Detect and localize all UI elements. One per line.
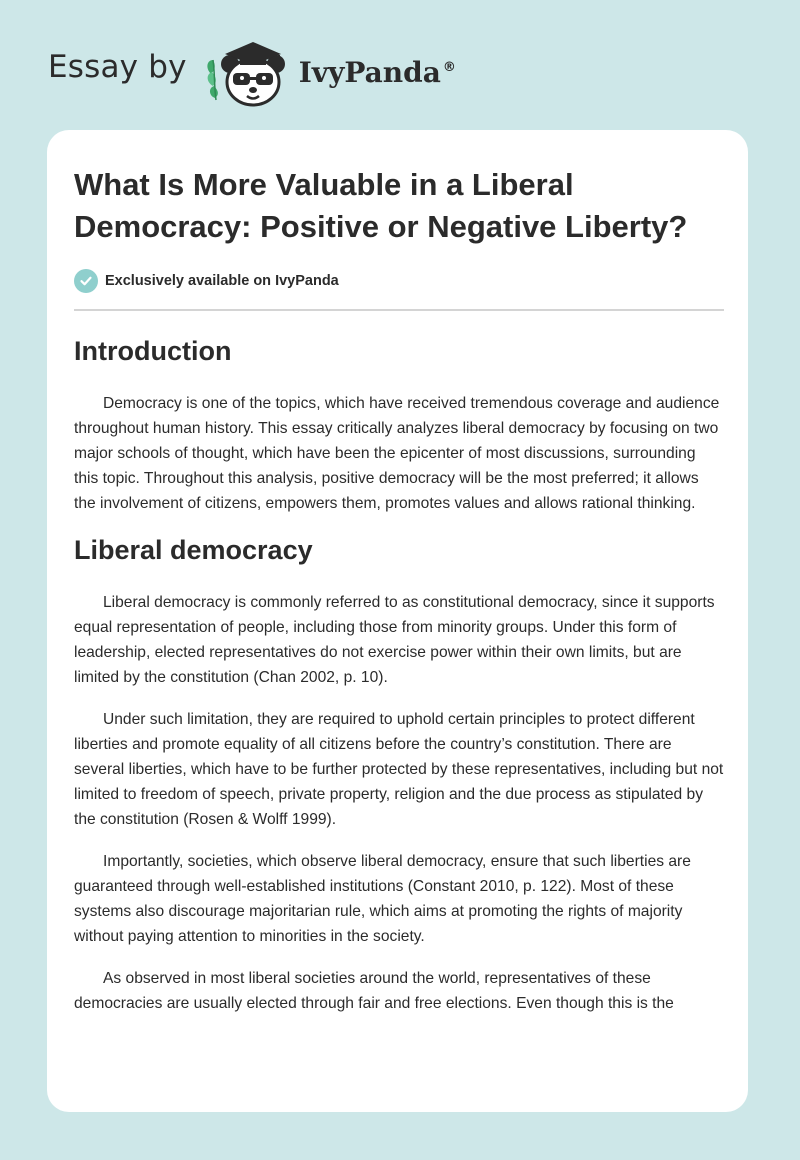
essay-title: What Is More Valuable in a Liberal Democracy: Positive or Negative Liberty? bbox=[74, 167, 688, 244]
brand-prefix: Essay by bbox=[48, 49, 187, 85]
panda-logo-icon[interactable] bbox=[203, 30, 295, 110]
essay-card bbox=[47, 130, 748, 1112]
paragraph: Democracy is one of the topics, which have received tremendous coverage and audience throughout human history. This essay critically analyzes liberal democracy by focusing on two major schools of thought, which have been the epicenter of most discussions, surrounding this topic. Throughout this analysis, positive democracy will be the most preferred; it allows the involvement of citizens, empowers them, promotes values and allows rational thinking. bbox=[74, 395, 720, 512]
registered-mark: ® bbox=[442, 60, 456, 76]
paragraph: Importantly, societies, which observe liberal democracy, ensure that such liberties are guaranteed through well-established institutions (Constant 2010, p. 122). Most of these systems also discourage majoritarian rule, which aims at promoting the rights of majority without paying attention to minorities in the society. bbox=[74, 853, 691, 945]
ivy-leaf-icon bbox=[207, 60, 218, 100]
essay-content bbox=[74, 130, 724, 1016]
paragraph: Liberal democracy is commonly referred to as constitutional democracy, since it supports equal representation of people, including those from minority groups. Under this form of leadership, elected representatives do not exercise power within their own limits, but are limited by the constitution (Chan 2002, p. 10). bbox=[74, 594, 715, 686]
paragraph: Under such limitation, they are required to uphold certain principles to protect different liberties and promote equality of all citizens before the country’s constitution. There are several liberties, which have to be further protected by these representatives, including but not limited to freedom of speech, private property, religion and the due process as stipulated by the constitution (Rosen & Wolff 1999). bbox=[74, 711, 724, 828]
checkmark-icon bbox=[74, 269, 98, 293]
divider bbox=[74, 309, 724, 311]
section-heading-introduction: Introduction bbox=[74, 336, 232, 366]
brand-name-text: IvyPanda bbox=[298, 55, 441, 89]
exclusive-badge bbox=[74, 268, 724, 294]
section-heading-liberal-democracy: Liberal democracy bbox=[74, 535, 313, 565]
brand-name[interactable] bbox=[299, 56, 456, 89]
brand-header bbox=[48, 30, 456, 110]
badge-label: Exclusively available on IvyPanda bbox=[105, 273, 339, 289]
paragraph: As observed in most liberal societies around the world, representatives of these democracies are usually elected through fair and free elections. Even though this is the bbox=[74, 970, 674, 1012]
